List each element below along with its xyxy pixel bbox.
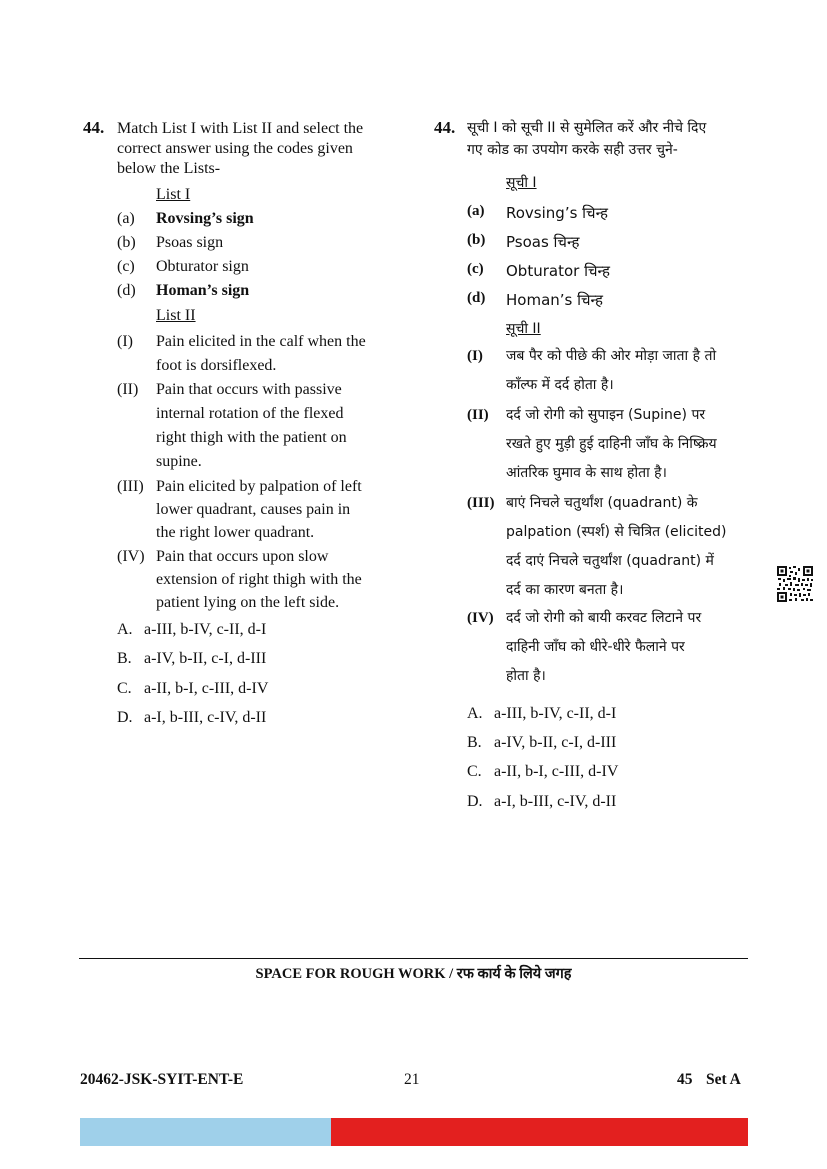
question-text-hindi: सूची I को सूची II से सुमेलित करें और नीचे दिए गए कोड का उपयोग करके सही उत्तर चुने-	[467, 120, 707, 158]
question-number-hindi: 44.	[434, 118, 456, 137]
footer-bar-red	[331, 1118, 748, 1146]
booklet-code: 20462-JSK-SYIT-ENT-E	[80, 1071, 244, 1088]
list2-title-hindi: सूची II	[506, 321, 541, 337]
footer-bar-blue	[80, 1118, 331, 1146]
rough-work-label: SPACE FOR ROUGH WORK / रफ कार्य के लिये जगह	[255, 966, 572, 982]
set-number: 45	[677, 1071, 693, 1088]
page-number: 21	[404, 1071, 420, 1088]
list2-title: List II	[156, 307, 196, 324]
rough-work-divider	[79, 958, 748, 959]
qr-code-icon	[776, 565, 814, 603]
list1-title-hindi: सूची I	[506, 175, 537, 191]
set-label: Set A	[706, 1071, 741, 1088]
question-text: Match List I with List II and select the correct answer using the codes given below the Lists-	[117, 120, 364, 177]
list1-title: List I	[156, 186, 191, 203]
question-number: 44.	[83, 118, 105, 137]
